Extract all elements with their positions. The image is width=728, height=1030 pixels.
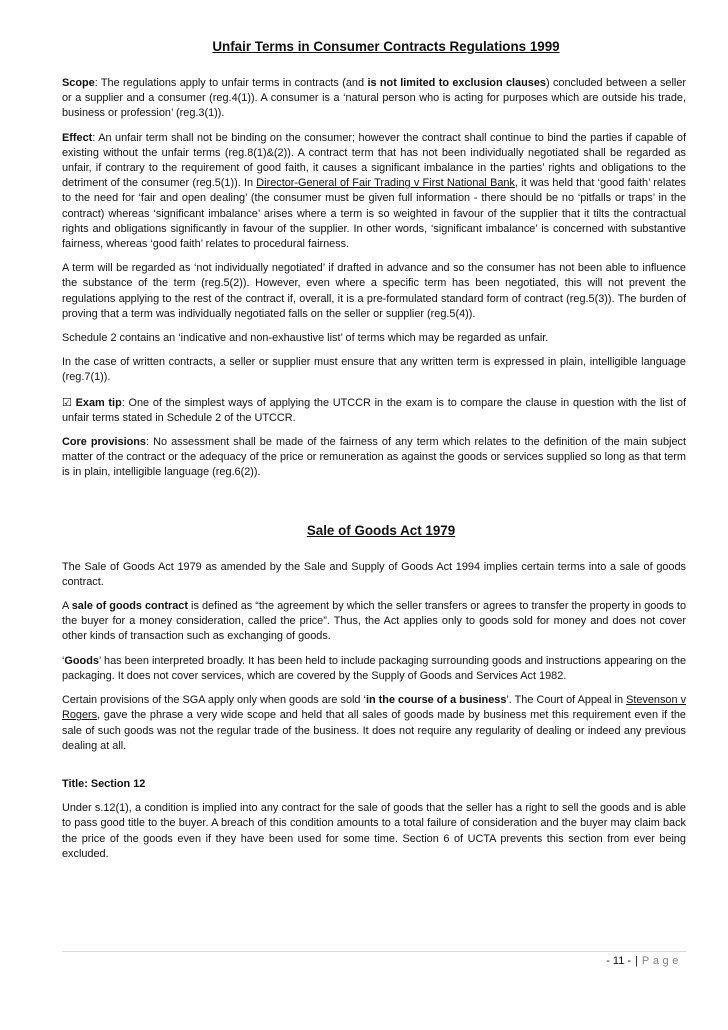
- paragraph-negotiated: A term will be regarded as ‘not individually negotiated’ if drafted in advance and so the consumer has not been able to influence the substance of the term (reg.5(2)). However, even where a specific term has been negotiated, this will not prevent the regulations applying to the rest of the contract if, overall, it is a pre-formulated standard form of contract (reg.5(3)). The burden of proving that a term was individually negotiated falls on the seller or supplier (reg.5(4)).: [62, 262, 686, 320]
- scope-text-2: ) concluded between a seller or a supplier and a consumer (reg.4(1)). A consumer is a ‘natural person who is acting for purposes which are outside his trade, business or profession’ (reg.3(1)).: [62, 77, 686, 120]
- goods-quote: ‘: [62, 654, 65, 667]
- paragraph-effect: [62, 131, 686, 253]
- page-number: - 11 -: [606, 955, 632, 967]
- business-text-2: ’. The Court of Appeal in: [506, 694, 627, 707]
- subheading-title-section-12: [62, 777, 686, 792]
- checkbox-icon: ☑: [62, 395, 72, 409]
- core-text: : No assessment shall be made of the fairness of any term which relates to the definition of the main subject matter of the contract or the adequacy of the price or remuneration as against the goods or services supplied so long as that term is in plain, intelligible language (reg.6(2)).: [62, 436, 686, 479]
- effect-text-1: : An unfair term shall not be binding on the consumer; however the contract shall continue to bind the parties if capable of existing without the unfair terms (reg.8(1)&(2)). A contract term that has not been individually negotiated shall be regarded as unfair, if contrary to the requirement of good faith, it causes a significant imbalance in the parties’ rights and obligations to the detriment of the consumer (reg.5(1)). In: [62, 131, 686, 190]
- title-section-12-label: Title: Section 12: [62, 777, 146, 790]
- footer-separator: |: [635, 955, 638, 967]
- paragraph-exam-tip: [62, 395, 686, 426]
- paragraph-scope: [62, 76, 686, 122]
- scope-label: Scope: [62, 77, 95, 89]
- exam-tip-label: Exam tip: [75, 396, 122, 409]
- case-dgft-v-fnb: Director-General of Fair Trading v First National Bank: [256, 177, 515, 190]
- document-page: [62, 38, 686, 871]
- paragraph-written: In the case of written contracts, a seller or supplier must ensure that any written term is expressed in plain, intelligible language (reg.7(1)).: [62, 356, 686, 384]
- paragraph-core-provisions: [62, 435, 686, 481]
- footer-divider: [62, 951, 686, 952]
- scope-bold: is not limited to exclusion clauses: [367, 77, 546, 89]
- paragraph-sale-definition: [62, 599, 686, 645]
- scope-text-1: : The regulations apply to unfair terms in contracts (and: [94, 77, 368, 89]
- page-footer: [606, 955, 682, 967]
- paragraph-soga-intro: The Sale of Goods Act 1979 as amended by the Sale and Supply of Goods Act 1994 implies certain terms into a sale of goods contract.: [62, 560, 686, 588]
- section-title-soga: Sale of Goods Act 1979: [306, 522, 456, 538]
- sale-def-bold: sale of goods contract: [71, 600, 188, 613]
- goods-text: ’ has been interpreted broadly. It has been held to include packaging surrounding goods and instructions appearing on the packaging. It does not cover services, which are covered by the Supply of Goods and Services Act 1982.: [62, 654, 686, 682]
- effect-label: Effect: [62, 131, 93, 144]
- core-label: Core provisions: [62, 436, 146, 449]
- paragraph-business: [62, 693, 686, 754]
- paragraph-section-12: Under s.12(1), a condition is implied into any contract for the sale of goods that the seller has a right to sell the goods and is able to pass good title to the buyer. A breach of this condition amounts to a total failure of consideration and the buyer may claim back the price of the goods even if they have been used for some time. Section 6 of UCTA prevents this section from ever being excluded.: [62, 802, 686, 860]
- case-stevenson-v-rogers: Stevenson v Rogers: [62, 694, 687, 722]
- business-text-3: , gave the phrase a very wide scope and held that all sales of goods made by business met this requirement even if the sale of such goods was not the regular trade of the business. It does not require any regularity of dealing or indeed any previous dealing at all.: [62, 709, 686, 752]
- sale-def-text-1: A: [62, 600, 72, 613]
- sale-def-text-2: is defined as “the agreement by which the seller transfers or agrees to transfer the property in goods to the buyer for a money consideration, called the price”. Thus, the Act applies only to goods sold for money and does not cover other kinds of transaction such as exchanging of goods.: [62, 600, 687, 643]
- goods-bold: Goods: [64, 654, 99, 667]
- exam-tip-text: : One of the simplest ways of applying the UTCCR in the exam is to compare the clause in question with the list of unfair terms stated in Schedule 2 of the UTCCR.: [62, 396, 686, 424]
- paragraph-goods: [62, 654, 686, 684]
- effect-text-2: , it was held that ‘good faith’ relates to the need for ‘fair and open dealing’ (the consumer must be given full information - there should be no ‘pitfalls or traps’ in the contract) whereas ‘significant imbalance’ arises where a term is so weighted in favour of the supplier that it tilts the contractual rights and obligations significantly in favour of the supplier. In other words, ‘significant imbalance’ is concerned with substantive fairness, whereas ‘good faith’ relates to procedural fairness.: [62, 177, 686, 251]
- section-title-utccr: Unfair Terms in Consumer Contracts Regulations 1999: [212, 39, 560, 54]
- page-word: Page: [641, 955, 682, 967]
- business-text-1: Certain provisions of the SGA apply only when goods are sold ‘: [62, 694, 366, 707]
- business-bold: in the course of a business: [365, 694, 507, 707]
- paragraph-schedule: Schedule 2 contains an ‘indicative and non-exhaustive list’ of terms which may be regarded as unfair.: [62, 332, 549, 345]
